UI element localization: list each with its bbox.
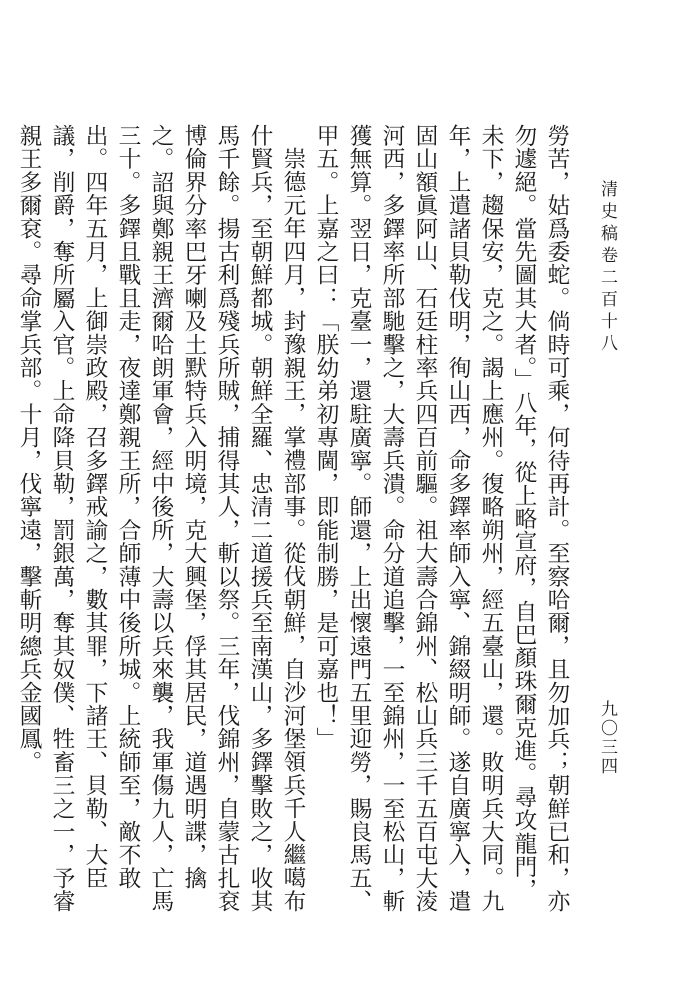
paragraph-tiancong: 勞苦，姑爲委蛇。倘時可乘，何待再計。至察哈爾，且勿加兵；朝鮮已和，亦勿遽絕。當先圖其大者。」八年，從上略宣府，自巴顏珠爾克進。尋攻龍門，未下，趨保安，克之。謁上應州。復略朔州，經五臺山，還。敗明兵大同。九年，上遣諸貝勒伐明，徇山西，命多鐸率師入寧、錦綴明師。遂自廣寧入，遣固山額眞阿山、石廷柱率兵四百前驅。祖大壽合錦州、松山兵三千五百屯大淩河西，多鐸率所部馳擊之，大壽兵潰。命分道追擊，一至錦州，一至松山，斬獲無算。翌日，克臺一，還駐廣寧。師還，上出懷遠門五里迎勞，賜良馬五、甲五。上嘉之曰：「朕幼弟初專閫，即能制勝，是可嘉也！」 [313,124,570,913]
running-title: 清史稿卷二百十八 [597,180,617,356]
page-number: 九〇三四 [597,700,617,776]
paragraph-chongde: 崇德元年四月，封豫親王，掌禮部事。從伐朝鮮，自沙河堡領兵千人繼噶布什賢兵，至朝鮮都城。朝鮮全羅、忠清二道援兵至南漢山，多鐸擊敗之，收其馬千餘。揚古利爲殘兵所賊，捕得其人，斬以祭。三年，伐錦州，自蒙古扎袞博倫界分率巴牙喇及土默特兵入明境，克大興堡，俘其居民，道遇明諜，擒之。詔與鄭親王濟爾哈朗軍會，經中後所，大壽以兵來襲，我軍傷九人，亡馬三十。多鐸且戰且走，夜達鄭親王所，合師薄中後所城。上統師至，敵不敢出。四年五月，上御崇政殿，召多鐸戒諭之，數其罪，下諸王、貝勒、大臣議，削爵，奪所屬入官。上命降貝勒，罰銀萬，奪其奴僕、牲畜三之一，予睿親王多爾袞。尋命掌兵部。十月，伐寧遠，擊斬明總兵金國鳳。 [16,124,306,913]
main-text-block [16,124,573,924]
